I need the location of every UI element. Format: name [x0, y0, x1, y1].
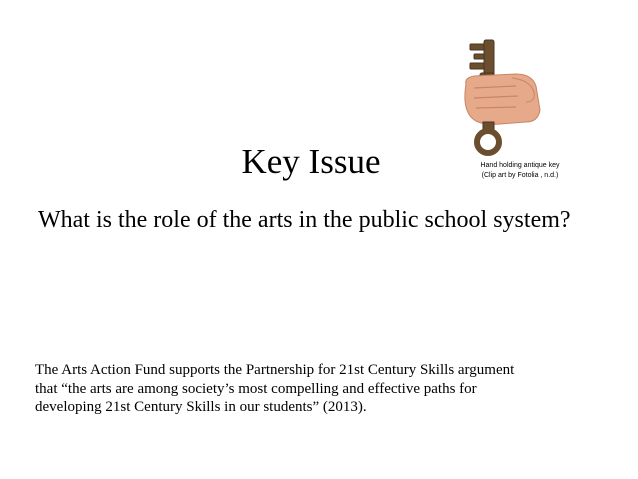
quote-paragraph: [35, 361, 595, 417]
hand-holding-key-icon: [456, 38, 542, 158]
key-question: What is the role of the arts in the public school system?: [38, 207, 571, 233]
quote-line: The Arts Action Fund supports the Partnership for 21st Century Skills argument: [35, 362, 515, 378]
image-caption-line: Hand holding antique key: [480, 162, 560, 169]
quote-line: developing 21st Century Skills in our students” (2013).: [35, 399, 367, 415]
quote-line: that “the arts are among society’s most compelling and effective paths for: [35, 380, 477, 397]
image-caption: [470, 161, 570, 181]
image-caption-line: (Clip art by Fotolia , n.d.): [481, 172, 559, 179]
slide-title: Key Issue: [241, 142, 381, 181]
